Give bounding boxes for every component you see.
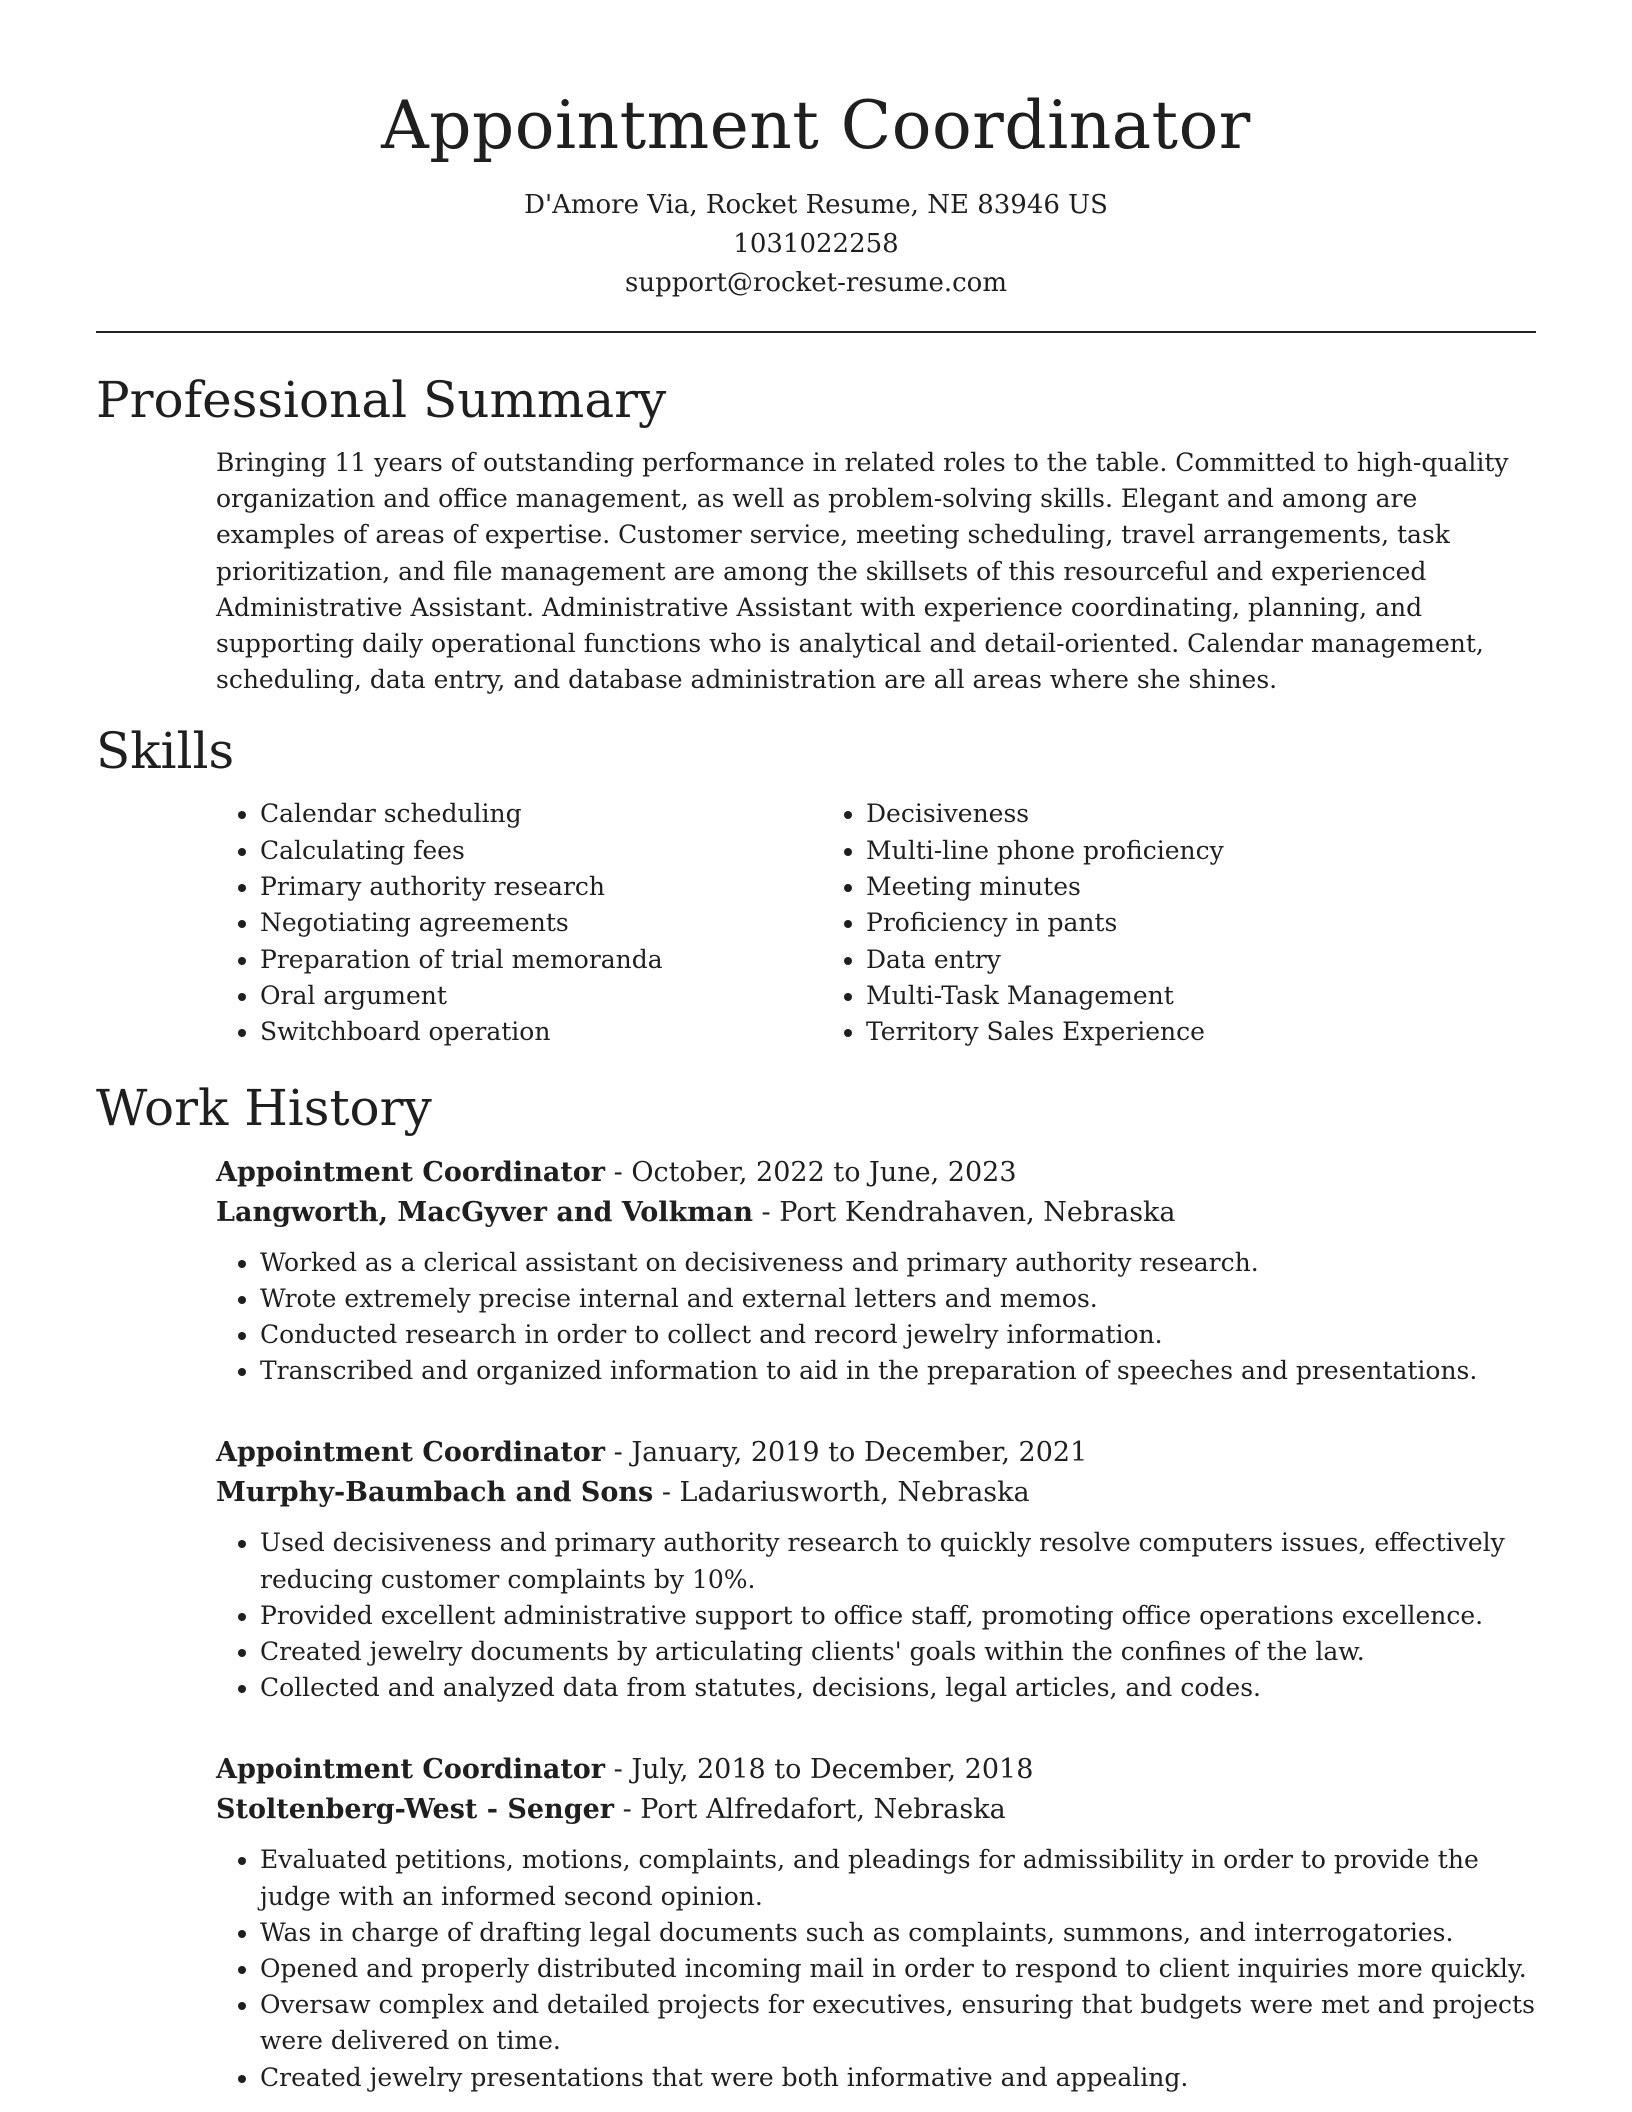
job-bullet: • Collected and analyzed data from statutes, decisions, legal articles, and codes. <box>260 1670 1536 1706</box>
skill-item: • Switchboard operation <box>260 1014 822 1050</box>
header-divider <box>96 331 1536 333</box>
job-dates: - July, 2018 to December, 2018 <box>605 1754 1034 1786</box>
skill-item: • Primary authority research <box>260 869 822 905</box>
job-bullet: • Transcribed and organized information to aid in the preparation of speeches and presentations. <box>260 1353 1536 1389</box>
job-bullets <box>216 1842 1536 2095</box>
contact-phone: 1031022258 <box>733 229 899 259</box>
job-title-line <box>216 1433 1536 1473</box>
work-history-heading: Work History <box>96 1078 432 1137</box>
job-bullet: • Opened and properly distributed incoming mail in order to respond to client inquiries more quickly. <box>260 1951 1536 1987</box>
skills-column-left <box>216 796 822 1050</box>
job-company: Langworth, MacGyver and Volkman <box>216 1196 753 1228</box>
skill-item: • Multi-Task Management <box>866 978 1428 1014</box>
job-bullet: • Worked as a clerical assistant on decisiveness and primary authority research. <box>260 1245 1536 1281</box>
job-entry <box>216 1153 1536 1390</box>
skill-item: • Proficiency in pants <box>866 905 1428 941</box>
job-role: Appointment Coordinator <box>216 1754 606 1786</box>
job-role: Appointment Coordinator <box>216 1437 606 1469</box>
summary-heading: Professional Summary <box>96 371 667 429</box>
skills-column-right <box>822 796 1428 1050</box>
skill-item: • Calendar scheduling <box>260 796 822 832</box>
resume-header <box>96 0 1536 303</box>
skill-item: • Territory Sales Experience <box>866 1014 1428 1050</box>
skills-list <box>216 796 1536 1050</box>
skill-item: • Data entry <box>866 942 1428 978</box>
job-company: Murphy-Baumbach and Sons <box>216 1477 654 1509</box>
skills-heading: Skills <box>96 722 235 781</box>
job-bullet: • Created jewelry documents by articulating clients' goals within the confines of the law. <box>260 1634 1536 1670</box>
job-dates: - January, 2019 to December, 2021 <box>605 1437 1088 1469</box>
skill-item: • Calculating fees <box>260 833 822 869</box>
skill-item: • Oral argument <box>260 978 822 1014</box>
summary-text: Bringing 11 years of outstanding performance in related roles to the table. Committed to high-quality organization and office management, as well as problem-solving skills. Elegant and among are examples of areas of expertise. Customer service, meeting scheduling, travel arrangements, task prioritization, and file management are among the skillsets of this resourceful and experienced Administrative Assistant. Administrative Assistant with experience coordinating, planning, and supporting daily operational functions who is analytical and detail-oriented. Calendar management, scheduling, data entry, and database administration are all areas where she shines. <box>216 448 1509 695</box>
job-bullet: • Created jewelry presentations that were both informative and appealing. <box>260 2060 1536 2096</box>
job-company: Stoltenberg-West - Senger <box>216 1794 614 1826</box>
skill-item: • Decisiveness <box>866 796 1428 832</box>
job-bullet: • Provided excellent administrative support to office staff, promoting office operations excellence. <box>260 1598 1536 1634</box>
job-bullet: • Wrote extremely precise internal and external letters and memos. <box>260 1281 1536 1317</box>
job-dates: - October, 2022 to June, 2023 <box>605 1156 1017 1188</box>
contact-email: support@rocket-resume.com <box>624 268 1007 298</box>
job-bullet: • Was in charge of drafting legal documents such as complaints, summons, and interrogatories. <box>260 1915 1536 1951</box>
contact-info <box>96 186 1536 303</box>
contact-address: D'Amore Via, Rocket Resume, NE 83946 US <box>524 190 1108 220</box>
job-bullet: • Evaluated petitions, motions, complaints, and pleadings for admissibility in order to provide the judge with an informed second opinion. <box>260 1842 1536 1914</box>
job-company-line <box>216 1473 1536 1513</box>
job-bullet: • Conducted research in order to collect and record jewelry information. <box>260 1317 1536 1353</box>
job-entry <box>216 1433 1536 1706</box>
skill-item: • Negotiating agreements <box>260 905 822 941</box>
candidate-name: Appointment Coordinator <box>381 87 1251 164</box>
skill-item: • Multi-line phone proficiency <box>866 833 1428 869</box>
job-role: Appointment Coordinator <box>216 1156 606 1188</box>
job-company-line <box>216 1193 1536 1233</box>
skill-item: • Meeting minutes <box>866 869 1428 905</box>
job-location: - Ladariusworth, Nebraska <box>653 1477 1030 1509</box>
job-bullets <box>216 1245 1536 1390</box>
job-bullet: • Oversaw complex and detailed projects for executives, ensuring that budgets were met and projects were delivered on time. <box>260 1987 1536 2059</box>
job-bullet: • Used decisiveness and primary authority research to quickly resolve computers issues, effectively reducing customer complaints by 10%. <box>260 1525 1536 1597</box>
job-location: - Port Kendrahaven, Nebraska <box>752 1196 1176 1228</box>
job-entry <box>216 1750 1536 2095</box>
job-bullets <box>216 1525 1536 1706</box>
job-company-line <box>216 1790 1536 1830</box>
job-title-line <box>216 1750 1536 1790</box>
job-location: - Port Alfredafort, Nebraska <box>613 1794 1006 1826</box>
job-title-line <box>216 1153 1536 1193</box>
skill-item: • Preparation of trial memoranda <box>260 942 822 978</box>
